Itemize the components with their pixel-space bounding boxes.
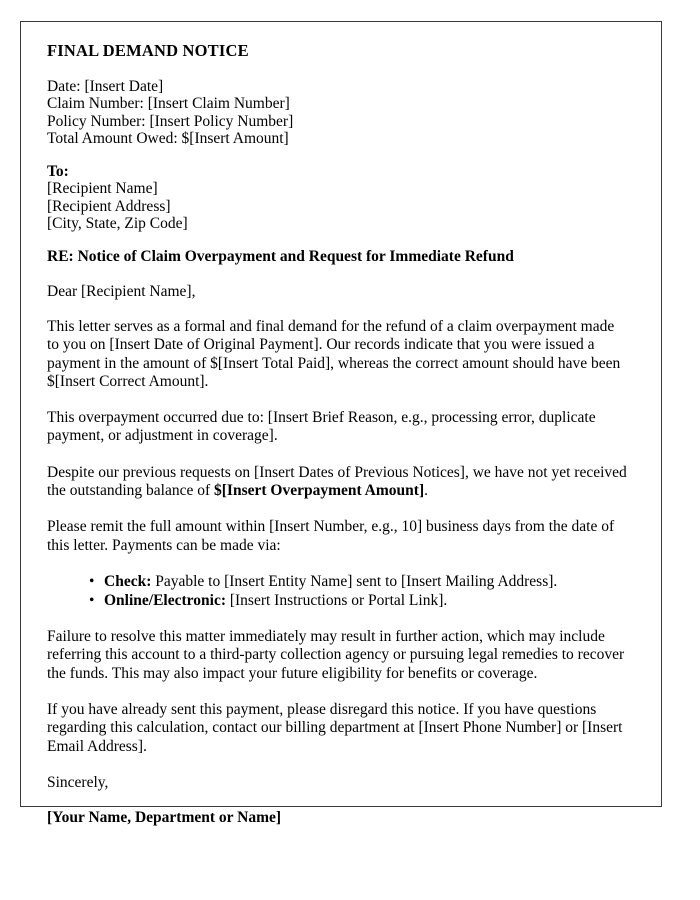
paragraph-remittance-terms: Please remit the full amount within [Insert Number, e.g., 10] business days from the date of this letter. Payments can be made via: bbox=[47, 518, 615, 554]
payment-method-detail: [Insert Instructions or Portal Link]. bbox=[225, 591, 448, 609]
paragraph-overpayment-reason: This overpayment occurred due to: [Insert Brief Reason, e.g., processing error, duplicate payment, or adjustment in coverage]. bbox=[47, 409, 596, 445]
document-page bbox=[20, 21, 662, 827]
paragraph-contact-info: If you have already sent this payment, please disregard this notice. If you have questions regarding this calculation, contact our billing department at [Insert Phone Number] or [Insert Email Address]. bbox=[47, 700, 623, 755]
paragraph-demand-statement: This letter serves as a formal and final demand for the refund of a claim overpayment made to you on [Insert Date of Original Payment]. Our records indicate that you were issued a payment in the amount of $[Insert Total Paid], whereas the correct amount should have been $[Insert Correct Amount]. bbox=[47, 317, 621, 390]
payment-method-label: Check: bbox=[104, 572, 152, 590]
meta-line-total-owed: Total Amount Owed: $[Insert Amount] bbox=[47, 129, 289, 147]
recipient-address: [Recipient Address] bbox=[47, 197, 171, 215]
document-title: FINAL DEMAND NOTICE bbox=[47, 41, 249, 60]
payment-method-label: Online/Electronic: bbox=[104, 591, 226, 609]
document-body bbox=[47, 42, 630, 826]
overpayment-amount-placeholder: $[Insert Overpayment Amount] bbox=[214, 482, 425, 500]
balance-lead-text: Despite our previous requests on [Insert Dates of Previous Notices], we have not yet received the outstanding balance of bbox=[47, 463, 627, 500]
balance-tail-text: . bbox=[424, 482, 428, 500]
salutation: Dear [Recipient Name], bbox=[47, 282, 196, 300]
payment-method-detail: Payable to [Insert Entity Name] sent to [Insert Mailing Address]. bbox=[151, 572, 558, 590]
meta-line-claim-number: Claim Number: [Insert Claim Number] bbox=[47, 95, 290, 113]
signature-placeholder: [Your Name, Department or Name] bbox=[47, 809, 282, 827]
closing-salutation: Sincerely, bbox=[47, 773, 109, 791]
subject-line: RE: Notice of Claim Overpayment and Request for Immediate Refund bbox=[47, 248, 514, 266]
recipient-name: [Recipient Name] bbox=[47, 180, 158, 198]
bullet-icon: • bbox=[89, 572, 95, 590]
list-item bbox=[89, 573, 630, 592]
payment-methods-list bbox=[47, 573, 630, 610]
meta-line-policy-number: Policy Number: [Insert Policy Number] bbox=[47, 112, 294, 130]
paragraph-outstanding-balance bbox=[47, 464, 630, 501]
recipient-block bbox=[47, 163, 630, 232]
paragraph-consequences: Failure to resolve this matter immediately may result in further action, which may include referring this account to a third-party collection agency or pursuing legal remedies to recover the funds. This may also impact your future eligibility for benefits or coverage. bbox=[47, 628, 625, 682]
claim-meta-block bbox=[47, 78, 630, 147]
meta-line-date: Date: [Insert Date] bbox=[47, 77, 164, 95]
recipient-city-state-zip: [City, State, Zip Code] bbox=[47, 215, 188, 233]
bullet-icon: • bbox=[89, 591, 95, 609]
list-item bbox=[89, 592, 630, 611]
recipient-label: To: bbox=[47, 163, 69, 181]
